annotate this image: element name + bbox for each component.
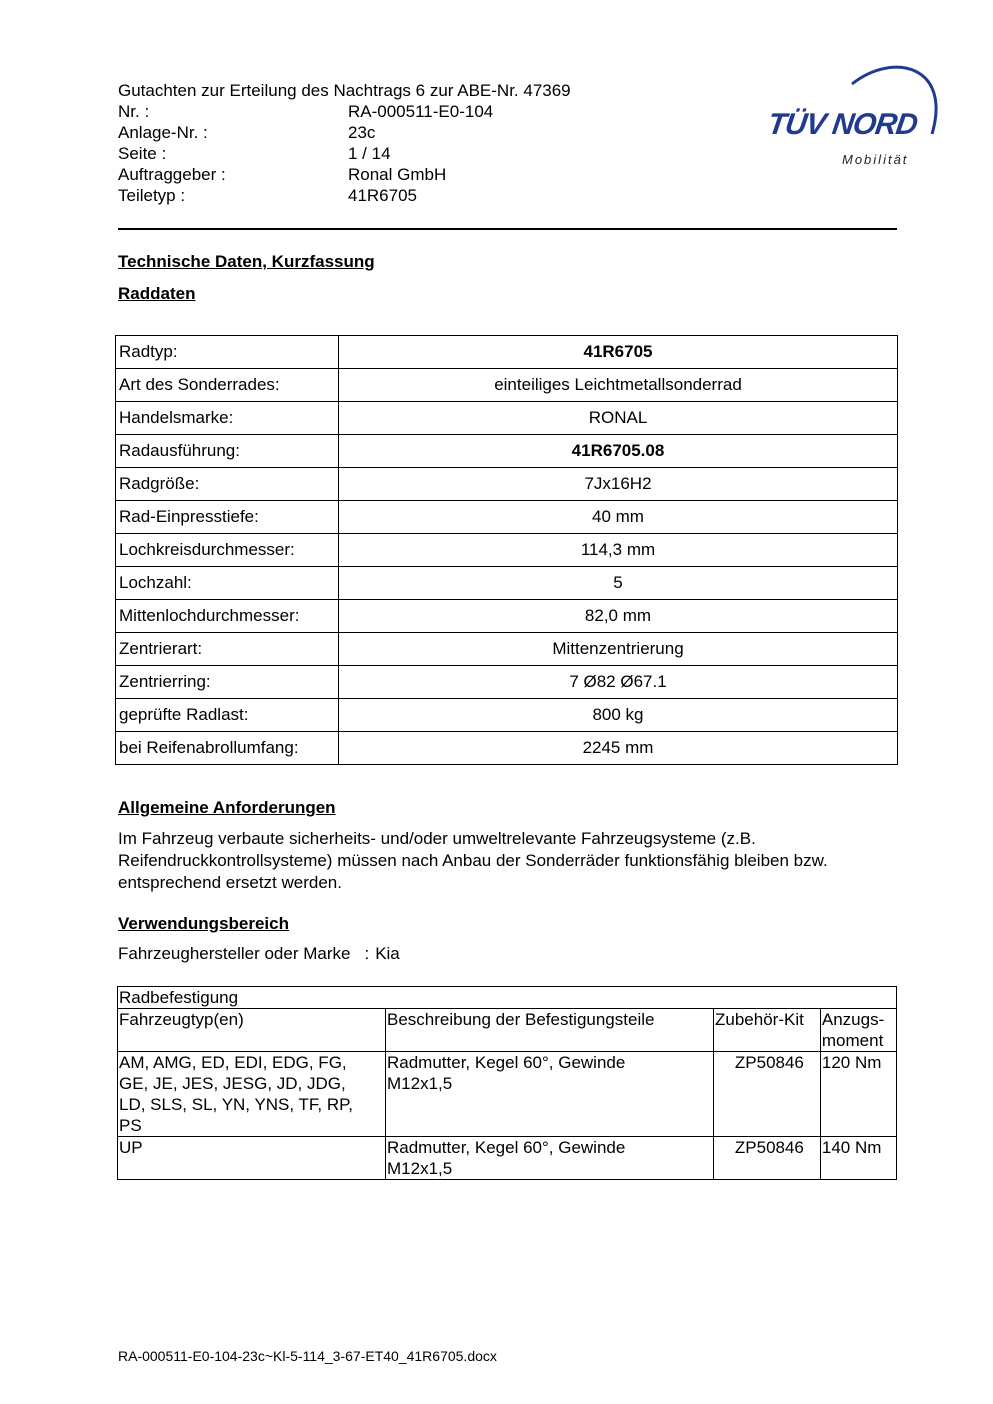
table-row [116,336,898,369]
table-row [116,534,898,567]
spec-label: Radausführung: [116,435,339,468]
spec-value: 41R6705 [339,336,898,369]
wheel-data-table [115,335,898,765]
mounting-caption-row [118,987,897,1009]
requirements-line: Im Fahrzeug verbaute sicherheits- und/oder umweltrelevante Fahrzeugsysteme (z.B. [118,829,756,848]
vehicle-types-cell [118,1052,386,1137]
spec-label: Radgröße: [116,468,339,501]
footer-filename: RA-000511-E0-104-23c~Kl-5-114_3-67-ET40_41R6705.docx [118,1348,497,1364]
table-row [116,501,898,534]
header-torque-line: Anzugs- [821,1010,885,1029]
spec-value: 800 kg [339,699,898,732]
spec-label: Mittenlochdurchmesser: [116,600,339,633]
table-row [116,468,898,501]
requirements-line: Reifendruckkontrollsysteme) müssen nach Anbau der Sonderräder funktionsfähig bleiben bzw. [118,851,828,870]
logo-wordmark: TÜV NORD [765,108,920,141]
table-row [116,732,898,765]
header-label: Anlage-Nr. : [118,123,208,142]
spec-value: 5 [339,567,898,600]
spec-label: Radtyp: [116,336,339,369]
header-value: 1 / 14 [348,144,391,163]
header-value: 41R6705 [348,186,418,205]
header-label: Auftraggeber : [118,165,226,184]
vehicle-types-line: LD, SLS, SL, YN, YNS, TF, RP, [119,1095,354,1114]
table-row [116,369,898,402]
spec-value: 41R6705.08 [339,435,898,468]
table-row [118,1137,897,1180]
header-value: 23c [348,123,376,142]
manufacturer-label: Fahrzeughersteller oder Marke [118,944,351,963]
header-torque [820,1009,896,1052]
spec-value: 7 Ø82 Ø67.1 [339,666,898,699]
description-cell [386,1137,714,1180]
spec-label: geprüfte Radlast: [116,699,339,732]
kit-cell: ZP50846 [714,1052,821,1137]
header-description: Beschreibung der Befestigungsteile [386,1009,714,1052]
header-row-seite [118,143,571,164]
table-row [116,435,898,468]
description-line: Radmutter, Kegel 60°, Gewinde [387,1138,626,1157]
torque-cell: 120 Nm [820,1052,896,1137]
header-row-auftraggeber [118,164,571,185]
torque-cell: 140 Nm [820,1137,896,1180]
document-header [118,80,571,206]
header-value: RA-000511-E0-104 [348,102,494,121]
spec-label: Art des Sonderrades: [116,369,339,402]
vehicle-types-line: AM, AMG, ED, EDI, EDG, FG, [119,1053,347,1072]
spec-value: RONAL [339,402,898,435]
header-row-anlage [118,122,571,143]
table-row [116,567,898,600]
logo-subtitle: Mobilität [842,152,909,167]
description-line: Radmutter, Kegel 60°, Gewinde [387,1053,626,1072]
spec-label: Lochzahl: [116,567,339,600]
table-row [116,600,898,633]
vehicle-types-cell [118,1137,386,1180]
table-row [116,633,898,666]
mounting-caption: Radbefestigung [118,987,897,1009]
header-kit: Zubehör-Kit [714,1009,821,1052]
section-subtitle: Raddaten [118,284,196,303]
spec-value: 82,0 mm [339,600,898,633]
vehicle-types-line: GE, JE, JES, JESG, JD, JDG, [119,1074,346,1093]
spec-value: 7Jx16H2 [339,468,898,501]
section-title: Technische Daten, Kurzfassung [118,252,375,271]
header-vehicle-types: Fahrzeugtyp(en) [118,1009,386,1052]
mounting-table [117,986,897,1180]
spec-value: 2245 mm [339,732,898,765]
header-label: Seite : [118,144,167,163]
spec-value: Mittenzentrierung [339,633,898,666]
header-label: Nr. : [118,102,150,121]
manufacturer-value: Kia [375,944,400,963]
header-divider [118,228,897,230]
kit-cell: ZP50846 [714,1137,821,1180]
requirements-text [118,828,908,894]
spec-label: Lochkreisdurchmesser: [116,534,339,567]
description-line: M12x1,5 [387,1074,453,1093]
header-label: Teiletyp : [118,186,186,205]
table-row [116,666,898,699]
header-row-nr [118,101,571,122]
spec-value: einteiliges Leichtmetallsonderrad [339,369,898,402]
spec-label: Handelsmarke: [116,402,339,435]
table-row [118,1052,897,1137]
spec-label: Zentrierring: [116,666,339,699]
manufacturer-separator: : [364,944,370,963]
spec-label: Zentrierart: [116,633,339,666]
spec-label: bei Reifenabrollumfang: [116,732,339,765]
header-torque-line: moment [821,1031,884,1050]
header-row-teiletyp [118,185,571,206]
table-row [116,699,898,732]
mounting-header-row [118,1009,897,1052]
requirements-line: entsprechend ersetzt werden. [118,873,342,892]
description-line: M12x1,5 [387,1159,453,1178]
tuv-nord-logo [764,56,944,176]
requirements-title: Allgemeine Anforderungen [118,798,336,817]
table-row [116,402,898,435]
spec-label: Rad-Einpresstiefe: [116,501,339,534]
spec-value: 114,3 mm [339,534,898,567]
vehicle-types-line: PS [119,1116,142,1135]
header-value: Ronal GmbH [348,165,447,184]
description-cell [386,1052,714,1137]
spec-value: 40 mm [339,501,898,534]
usage-title: Verwendungsbereich [118,914,289,933]
manufacturer-line [118,944,400,964]
vehicle-types-line: UP [119,1138,143,1157]
document-title: Gutachten zur Erteilung des Nachtrags 6 zur ABE-Nr. 47369 [118,81,571,100]
